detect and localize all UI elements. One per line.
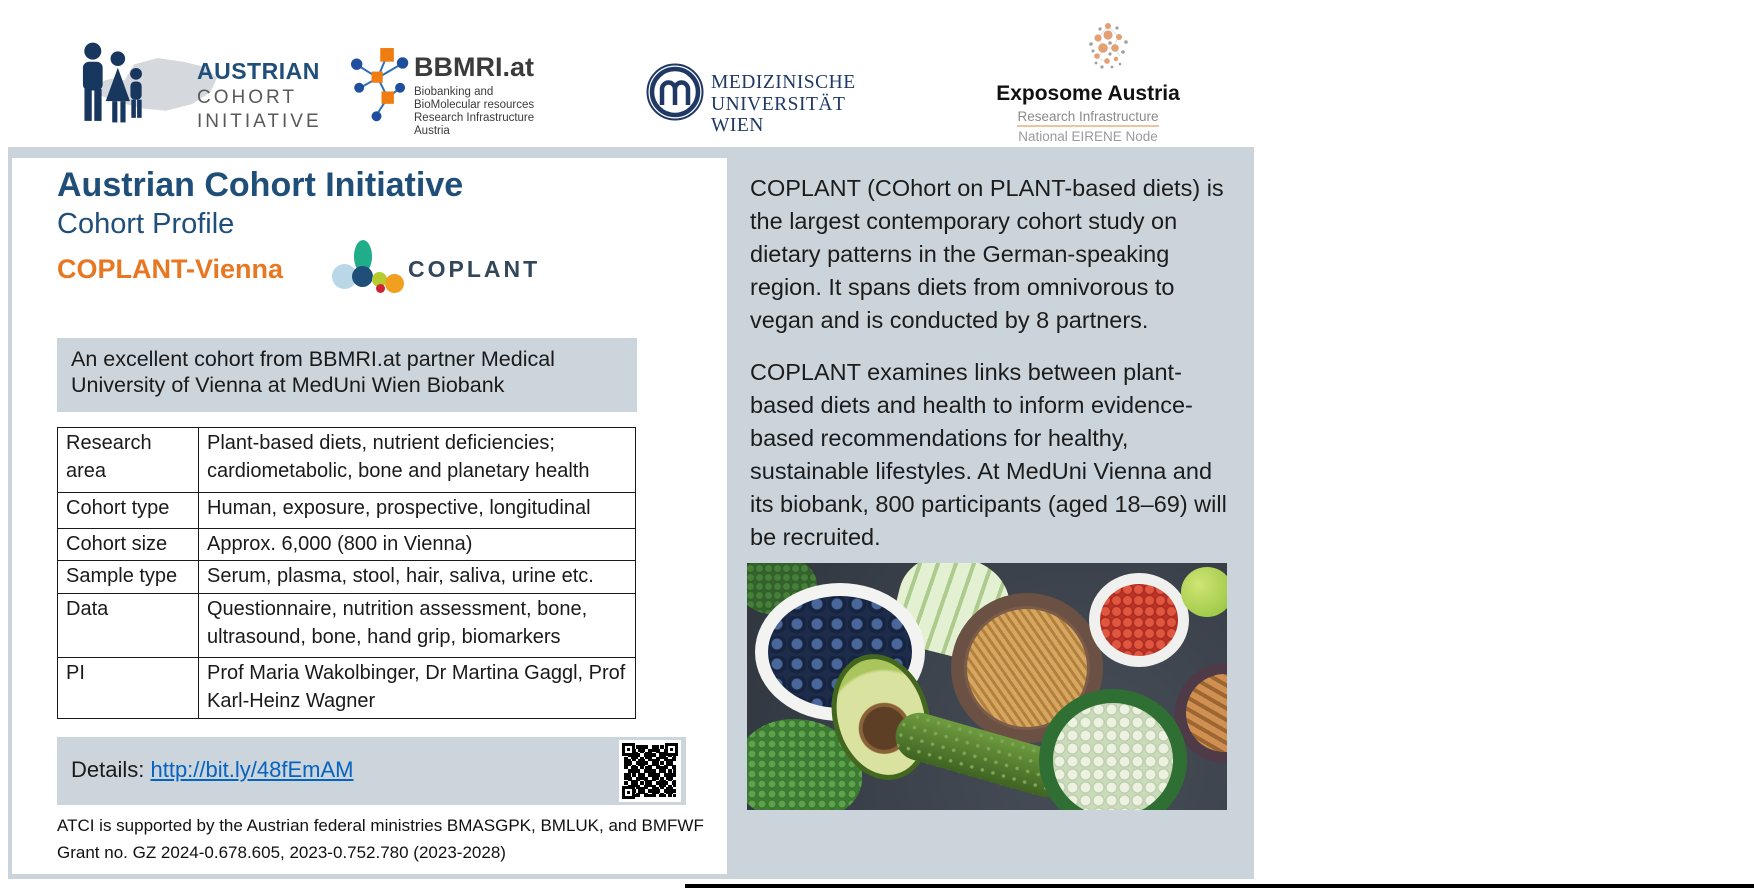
cohort-banner: An excellent cohort from BBMRI.at partner Medical University of Vienna at MedUni Wien Biobank bbox=[57, 338, 637, 412]
funding-note-line2: Grant no. GZ 2024-0.678.605, 2023-0.752.780 (2023-2028) bbox=[57, 843, 506, 862]
description-column bbox=[750, 172, 1242, 573]
family-icon bbox=[55, 42, 167, 130]
row-label: Cohort size bbox=[58, 529, 199, 561]
row-value: Human, exposure, prospective, longitudinal bbox=[199, 493, 636, 529]
coplant-circle-orange bbox=[385, 274, 404, 293]
exposome-austria-logo bbox=[968, 16, 1208, 146]
aci-word-cohort: COHORT bbox=[197, 87, 297, 108]
austrian-cohort-initiative-logo bbox=[55, 40, 325, 132]
table-row bbox=[58, 529, 636, 561]
row-label: Cohort type bbox=[58, 493, 199, 529]
row-value: Questionnaire, nutrition assessment, bone, ultrasound, bone, hand grip, biomarkers bbox=[199, 594, 636, 658]
aci-word-initiative: INITIATIVE bbox=[197, 111, 322, 132]
green-peas bbox=[1053, 703, 1173, 810]
bbmri-sub-line1: Biobanking and bbox=[414, 86, 494, 98]
coplant-logo bbox=[330, 240, 541, 300]
aci-logo-text bbox=[197, 58, 327, 133]
exposome-name: Exposome Austria bbox=[996, 82, 1180, 105]
row-value: Approx. 6,000 (800 in Vienna) bbox=[199, 529, 636, 561]
goji-berry-bowl bbox=[1089, 573, 1189, 667]
table-row bbox=[58, 561, 636, 594]
details-link[interactable]: http://bit.ly/48fEmAM bbox=[150, 757, 354, 782]
table-row bbox=[58, 658, 636, 719]
table-row bbox=[58, 428, 636, 493]
dotted-sphere-icon bbox=[1080, 18, 1136, 74]
row-value: Serum, plasma, stool, hair, saliva, urine etc. bbox=[199, 561, 636, 594]
row-label: Research area bbox=[58, 428, 199, 493]
meduni-wien-logo bbox=[645, 58, 856, 136]
coplant-circle-navy bbox=[352, 266, 373, 287]
row-label: PI bbox=[58, 658, 199, 719]
row-label: Data bbox=[58, 594, 199, 658]
details-text bbox=[71, 757, 353, 783]
bbmri-sub-line2: BioMolecular resources bbox=[414, 99, 535, 111]
profile-card bbox=[12, 158, 727, 874]
bbmri-subtitle bbox=[414, 86, 534, 138]
bottom-divider-line bbox=[685, 884, 1754, 888]
page-title: Austrian Cohort Initiative bbox=[57, 166, 464, 204]
spiral-m-emblem-icon bbox=[645, 62, 705, 122]
funding-note-line1: ATCI is supported by the Austrian federal ministries BMASGPK, BMLUK, and BMFWF bbox=[57, 816, 704, 835]
table-row bbox=[58, 493, 636, 529]
qr-finder-bottom-left bbox=[622, 786, 635, 799]
molecule-network-icon bbox=[348, 44, 410, 124]
meduni-logo-text bbox=[711, 72, 856, 137]
details-banner bbox=[57, 737, 686, 805]
meduni-line1: MEDIZINISCHE bbox=[711, 72, 856, 93]
row-label: Sample type bbox=[58, 561, 199, 594]
plant-foods-photo bbox=[747, 563, 1227, 810]
qr-finder-top-right bbox=[665, 743, 678, 756]
bbmri-logo bbox=[348, 40, 548, 140]
qr-finder-top-left bbox=[622, 743, 635, 756]
row-value: Prof Maria Wakolbinger, Dr Martina Gaggl, Prof Karl-Heinz Wagner bbox=[199, 658, 636, 719]
exposome-sub2: National EIRENE Node bbox=[1018, 129, 1158, 144]
cohort-name: COPLANT-Vienna bbox=[57, 254, 284, 284]
exposome-sub1: Research Infrastructure bbox=[968, 109, 1208, 127]
bbmri-name: BBMRI.at bbox=[414, 52, 534, 82]
aci-word-austrian: AUSTRIAN bbox=[197, 58, 320, 84]
cohort-info-table bbox=[57, 427, 636, 719]
meduni-line2: UNIVERSITÄT WIEN bbox=[711, 93, 846, 136]
row-value: Plant-based diets, nutrient deficiencies; cardiometabolic, bone and planetary health bbox=[199, 428, 636, 493]
goji-berries bbox=[1100, 584, 1178, 656]
bbmri-sub-line3: Research Infrastructure bbox=[414, 112, 535, 124]
green-apple bbox=[1181, 567, 1227, 617]
description-paragraph-2: COPLANT examines links between plant-based diets and health to inform evidence-based recommendations for healthy, sustainable lifestyles. At MedUni Vienna and its biobank, 800 participants (aged 18–69) will be recruited. bbox=[750, 359, 1227, 550]
coplant-logo-text: COPLANT bbox=[408, 256, 541, 282]
qr-code bbox=[619, 740, 681, 802]
details-label: Details: bbox=[71, 757, 145, 782]
bbmri-sub-line4: Austria bbox=[414, 125, 450, 137]
description-paragraph-1: COPLANT (COhort on PLANT-based diets) is the largest contemporary cohort study on dietary patterns in the German-speaking region. It spans diets from omnivorous to vegan and is conducted by 8 partners. bbox=[750, 175, 1224, 333]
table-row bbox=[58, 594, 636, 658]
page-subtitle: Cohort Profile bbox=[57, 208, 235, 240]
coplant-circle-red bbox=[376, 284, 385, 293]
